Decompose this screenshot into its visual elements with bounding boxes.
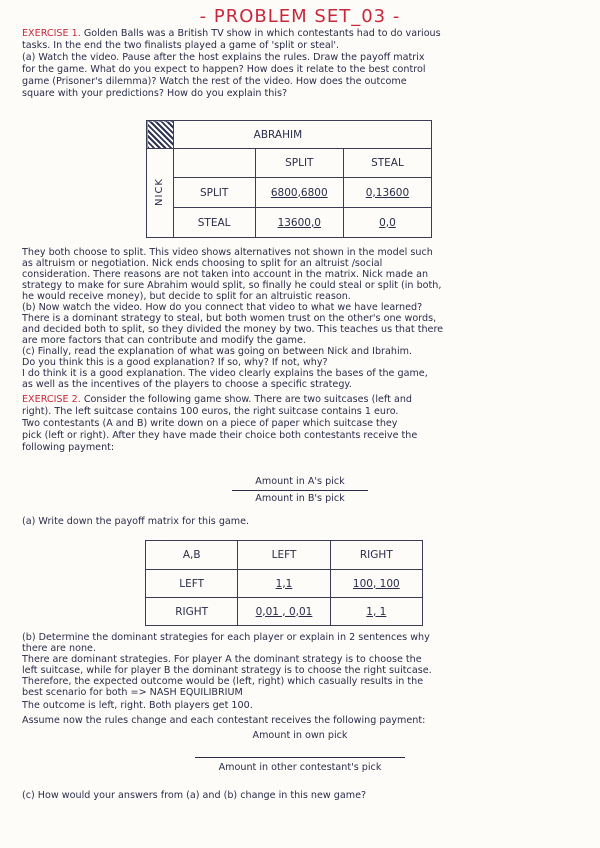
answer-2-line: best scenario for both => NASH EQUILIBRIUM <box>22 687 243 698</box>
payoff-value: 1, 1 <box>366 605 387 618</box>
exercise-2-line-3: Two contestants (A and B) write down on a piece of paper which suitcase they <box>22 418 398 429</box>
answer-1-line: There is a dominant strategy to steal, but both women trust on the other's one words, <box>22 313 437 324</box>
payoff-cell <box>238 570 330 598</box>
column-player-label: ABRAHIM <box>173 121 431 149</box>
col-header-split: SPLIT <box>255 149 343 178</box>
payoff-cell <box>330 598 422 626</box>
row-header-left: LEFT <box>146 570 238 598</box>
answer-1-line: They both choose to split. This video shows alternatives not shown in the model such <box>22 247 433 258</box>
answer-2-line: Therefore, the expected outcome would be (left, right) which casually results in the <box>22 676 424 687</box>
exercise-1-line-2: tasks. In the end the two finalists played a game of 'split or steal'. <box>22 40 340 51</box>
answer-2-line: there are none. <box>22 643 96 654</box>
payoff-value: 6800,6800 <box>270 186 328 199</box>
answer-2-line: The outcome is left, right. Both players get 100. <box>22 700 253 711</box>
payoff-cell <box>255 208 343 238</box>
exercise-2-line-4: pick (left or right). After they have made their choice both contestants receive the <box>22 430 418 441</box>
answer-2-line: Assume now the rules change and each contestant receives the following payment: <box>22 715 426 726</box>
answer-1-line: as altruism or negotiation. Nick ends choosing to split for an altruist /social <box>22 258 383 269</box>
question-2c: (c) How would your answers from (a) and (b) change in this new game? <box>22 790 367 801</box>
exercise-2-line-1: EXERCISE 2. Consider the following game show. There are two suitcases (left and <box>22 394 412 405</box>
answer-1-line: Do you think this is a good explanation? If so, why? If not, why? <box>22 357 328 368</box>
answer-1-line: I do think it is a good explanation. The video clearly explains the bases of the game, <box>22 368 428 379</box>
exercise-1-line-1: EXERCISE 1. Golden Balls was a British TV show in which contestants had to do various <box>22 28 441 39</box>
answer-1-line: consideration. There reasons are not taken into account in the matrix. Nick made an <box>22 269 429 280</box>
payoff-cell <box>330 570 422 598</box>
col-header-left: LEFT <box>238 541 330 570</box>
payoff-value: 1,1 <box>275 577 293 590</box>
payoff-cell <box>238 598 330 626</box>
exercise-1-line-3: (a) Watch the video. Pause after the host explains the rules. Draw the payoff matrix <box>22 52 425 63</box>
payoff-value: 0,0 <box>379 216 396 229</box>
exercise-1-line-4: for the game. What do you expect to happen? How does it relate to the best control <box>22 64 426 75</box>
answer-1-line: (c) Finally, read the explanation of what was going on between Nick and Ibrahim. <box>22 346 413 357</box>
answer-2-line: left suitcase, while for player B the dominant strategy is to choose the right suitcase. <box>22 665 432 676</box>
matrix-corner-hatch <box>147 121 174 149</box>
payoff-matrix-split-steal <box>146 120 432 238</box>
exercise-2-line-5: following payment: <box>22 442 115 453</box>
answer-2-line: There are dominant strategies. For player A the dominant strategy is to choose the <box>22 654 422 665</box>
answer-1-line: strategy to make for sure Abrahim would split, so finally he could steal or split (in both, <box>22 280 442 291</box>
answer-1-line: he would receive money), but decide to split for an altruistic reason. <box>22 291 351 302</box>
payoff-matrix-left-right <box>145 540 423 626</box>
page-title: - PROBLEM SET_03 - <box>199 6 401 27</box>
payoff-cell <box>255 178 343 208</box>
exercise-2-label: EXERCISE 2. <box>22 394 81 405</box>
answer-1-line: (b) Now watch the video. How do you connect that video to what we have learned? <box>22 302 423 313</box>
payoff-value: 0,01 , 0,01 <box>255 605 313 618</box>
fraction-1-denominator: Amount in B's pick <box>255 493 345 504</box>
exercise-2-line-2: right). The left suitcase contains 100 euros, the right suitcase contains 1 euro. <box>22 406 399 417</box>
payoff-cell <box>343 178 431 208</box>
payoff-value: 13600,0 <box>277 216 321 229</box>
exercise-1-label: EXERCISE 1. <box>22 28 81 39</box>
question-2a: (a) Write down the payoff matrix for this game. <box>22 516 250 527</box>
col-header-steal: STEAL <box>343 149 431 178</box>
row-header-steal: STEAL <box>173 208 255 238</box>
answer-1-line: and decided both to split, so they divided the money by two. This teaches us that there <box>22 324 444 335</box>
fraction-1-numerator: Amount in A's pick <box>255 476 345 487</box>
fraction-2-bar <box>195 757 405 758</box>
exercise-1-line-6: square with your predictions? How do you explain this? <box>22 88 288 99</box>
matrix-corner-label: A,B <box>146 541 238 570</box>
answer-1-line: as well as the incentives of the players to choose a specific strategy. <box>22 379 352 390</box>
fraction-2-denominator: Amount in other contestant's pick <box>218 762 382 773</box>
row-player-label: NICK <box>154 177 166 206</box>
payoff-cell <box>343 208 431 238</box>
col-header-right: RIGHT <box>330 541 422 570</box>
exercise-1-line-5: game (Prisoner's dilemma)? Watch the rest of the video. How does the outcome <box>22 76 407 87</box>
matrix-empty-cell <box>173 149 255 178</box>
answer-2-line: (b) Determine the dominant strategies for each player or explain in 2 sentences why <box>22 632 430 643</box>
row-player-cell <box>147 149 174 238</box>
payoff-value: 0,13600 <box>365 186 410 199</box>
fraction-2-numerator: Amount in own pick <box>252 730 348 741</box>
fraction-1-bar <box>232 490 368 491</box>
row-header-right: RIGHT <box>146 598 238 626</box>
row-header-split: SPLIT <box>173 178 255 208</box>
answer-1-line: are more factors that can contribute and modify the game. <box>22 335 306 346</box>
payoff-value: 100, 100 <box>352 577 400 590</box>
